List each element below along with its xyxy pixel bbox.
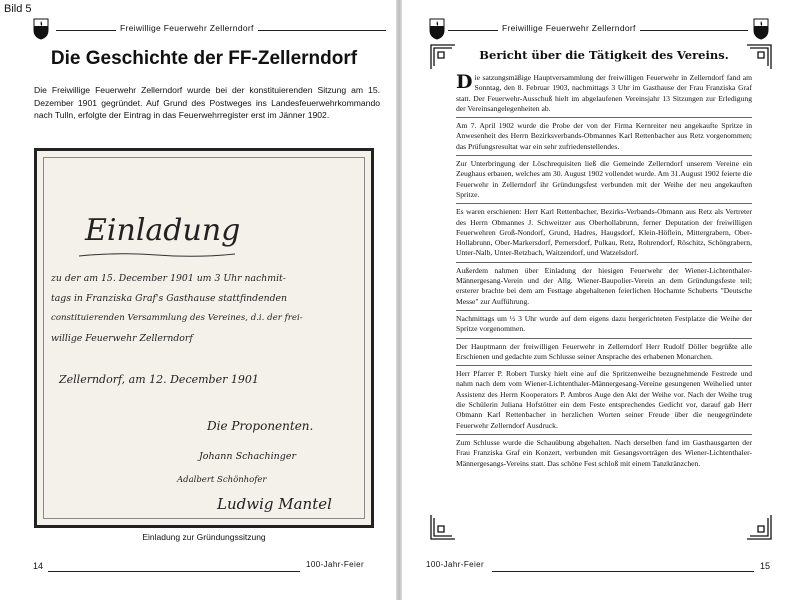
footer-rule (492, 571, 754, 572)
document-signers: Die Proponenten. (207, 419, 314, 433)
header-text: Freiwillige Feuerwehr Zellerndorf (116, 23, 258, 33)
underline-flourish-icon (77, 251, 237, 259)
page-number: 15 (760, 561, 771, 571)
signature: Adalbert Schönhofer (177, 475, 267, 485)
left-page (0, 0, 394, 600)
document-line: willige Feuerwehr Zellerndorf (51, 333, 193, 344)
document-date: Zellerndorf, am 12. December 1901 (59, 373, 259, 386)
report-paragraph: Nachmittags um ½ 3 Uhr wurde auf dem eigens dazu hergerichteten Festplatze die Weihe der Spritze vorgenommen. (456, 313, 752, 334)
report-paragraph: Zum Schlusse wurde die Schauübung abgehalten. Nach derselben fand im Gasthausgarten der Frau Franziska Graf ein Konzert, verbunden mit Gesangsvorträgen des Wiener-Lichtenthaler-Männergesangs-Vereins statt. Das schöne Fest schloß mit einem Tanzkränzchen. (456, 437, 752, 468)
report-paragraph: Die satzungsmäßige Hauptversammlung der freiwilligen Feuerwehr in Zellerndorf fand am Sonntag, den 8. Februar 1903, nachmittags 3 Uhr im Gasthause der Frau Franziska Graf statt. Der Feuerwehr-Ausschuß hielt im abgelaufenen Vereinsjahr 13 Sitzungen zur Erledigung der Vereinsangelegenheiten ab. (456, 71, 752, 113)
page-header (448, 17, 748, 43)
report-paragraph: Am 7. April 1902 wurde die Probe der von der Firma Kernreiter neu angekaufte Spritze in Anwesenheit des Herrn Bezirksverbands-Obmannes Karl Rettenbacher aus Retz vorgenommen; das Prüfungsresultat war ein sehr zufriedenstellendes. (456, 121, 752, 151)
report-paragraph: Herr Pfarrer P. Robert Tursky hielt eine auf die Spritzenweihe bezugnehmende Festrede und nahm nach dem vom Wiener-Lichtenthaler-Männergesang-Vereine gesungenen Weihelied unter Assistenz des Herrn Kooperators P. Ambros Auge den Akt der Weihe vor. Nach der Weihe trug die Schülerin Juliana Hofstötter ein dem Feste entsprechendes Gedicht vor, darauf gab Herr Obmann Karl Rettenbacher in herzlichen Worten seiner Freude über die neugegründete Feuerwehr Zellerndorf Ausdruck. (456, 369, 752, 430)
page-header (56, 17, 386, 43)
report-title: Bericht über die Tätigkeit des Vereins. (479, 48, 729, 62)
document-heading: Einladung (85, 213, 241, 248)
report-body (456, 73, 752, 472)
header-text: Freiwillige Feuerwehr Zellerndorf (498, 23, 640, 33)
fire-brigade-crest-icon (753, 18, 769, 40)
signature: Johann Schachinger (199, 451, 297, 462)
page-number: 14 (33, 561, 44, 571)
fire-brigade-crest-icon (33, 18, 49, 40)
book-gutter (396, 0, 402, 600)
footer-rule (48, 571, 300, 572)
signature: Ludwig Mantel (217, 495, 332, 513)
spread-label: Bild 5 (4, 3, 32, 15)
right-page (404, 0, 798, 600)
intro-paragraph: Die Freiwillige Feuerwehr Zellerndorf wurde bei der konstituierenden Sitzung am 15. Dezember 1901 gegründet. Auf Grund des Postweges ins Landesfeuerwehrkommando nach Tulln, erfolgte der Eintrag in das Feuerwehrregister erst im Jänner 1902. (34, 85, 380, 121)
fire-brigade-crest-icon (429, 18, 445, 40)
image-caption: Einladung zur Gründungssitzung (142, 532, 266, 542)
footer-text: 100-Jahr-Feier (426, 560, 485, 569)
report-paragraph: Außerdem nahmen über Einladung der hiesigen Feuerwehr der Wiener-Lichtenthaler-Männergesang-Verein und der Allg. Wiener-Baupolier-Verein an dem Gründungsfeste teil; ersterer brachte bei dem am Festtage abgehaltenen feierlichen Hochamte Schuberts "Deutsche Messe" zur Aufführung. (456, 265, 752, 306)
corner-ornament-icon (430, 514, 456, 540)
corner-ornament-icon (746, 44, 772, 70)
page-title: Die Geschichte der FF-Zellerndorf (50, 48, 358, 69)
report-paragraph: Zur Unterbringung der Löschrequisiten ließ die Gemeinde Zellerndorf unserem Vereine ein Zeughaus erbauen, welches am 30. August 1902 vollendet wurde. Am 31.August 1902 feierte die Feuerwehr in Zellerndorf ihr Gründungsfest verbunden mit der Weihe der neu angekauften Spritze. (456, 159, 752, 199)
report-paragraph: Der Hauptmann der freiwilligen Feuerwehr in Zellerndorf Herr Rudolf Döller begrüßte alle Erschienen und gedachte zum Schlusse seiner Ansprache des erhabenen Monarchen. (456, 341, 752, 361)
corner-ornament-icon (746, 514, 772, 540)
footer-text: 100-Jahr-Feier (306, 560, 365, 569)
document-line: constituierenden Versammlung des Vereines, d.i. der frei- (51, 313, 303, 323)
document-line: zu der am 15. December 1901 um 3 Uhr nachmit- (51, 273, 286, 284)
document-line: tags in Franziska Graf's Gasthause stattfindenden (51, 293, 288, 304)
invitation-document-image (34, 148, 374, 528)
report-paragraph: Es waren erschienen: Herr Karl Rettenbacher, Bezirks-Verbands-Obmann aus Retz als Vertreter des Herrn Obmannes J. Schweitzer aus Oberhollabrunn, ferner Deputation der freiwilligen Feuerwehren Groß-Nondorf, Grund, Hadres, Haugsdorf, Klein-Höflein, Mittergrabern, Ober-Hollabrunn, Ober-Markersdorf, Pernersdorf, Pulkau, Retz, Rohrendorf, Röschitz, Schöngrabern, Unter-Nalb, Unter-Retzbach, Waitzendorf, und Watzelsdorf. (456, 207, 752, 258)
corner-ornament-icon (430, 44, 456, 70)
drop-cap: D (456, 71, 473, 93)
